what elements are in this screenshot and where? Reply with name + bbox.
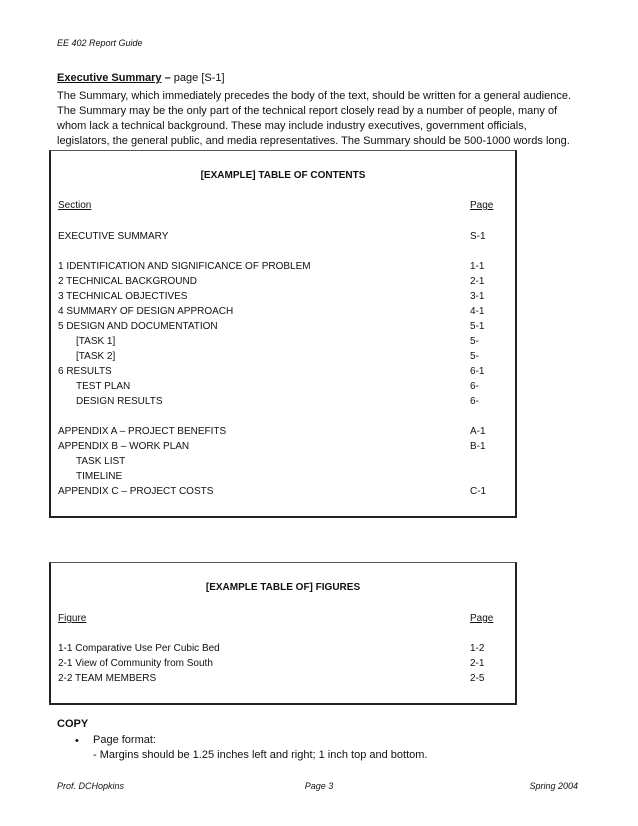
toc-box: [49, 150, 517, 518]
row-page: 5-1: [470, 321, 485, 332]
row-title: 1-1 Comparative Use Per Cubic Bed: [58, 643, 220, 654]
table-row: [51, 471, 515, 486]
row-page: 3-1: [470, 291, 485, 302]
row-title: [TASK 2]: [76, 351, 116, 362]
table-row: [51, 291, 515, 306]
table-row: [51, 381, 515, 396]
figures-rows: [51, 643, 515, 688]
table-row: [51, 351, 515, 366]
row-page: 6-1: [470, 366, 485, 377]
toc-title: [EXAMPLE] TABLE OF CONTENTS: [200, 170, 366, 181]
row-title: 2-1 View of Community from South: [58, 658, 213, 669]
row-page: 1-2: [470, 643, 485, 654]
row-page: 4-1: [470, 306, 485, 317]
footer-term: Spring 2004: [529, 781, 578, 791]
table-row: [51, 456, 515, 471]
row-title: DESIGN RESULTS: [76, 396, 163, 407]
figures-col-page: Page: [470, 613, 494, 624]
footer-page-number: Page 3: [304, 781, 334, 791]
summary-heading-dash: –: [161, 72, 174, 84]
row-title: 1 IDENTIFICATION AND SIGNIFICANCE OF PROBLEM: [58, 261, 311, 272]
row-page: 2-1: [470, 658, 485, 669]
row-title: 2 TECHNICAL BACKGROUND: [58, 276, 197, 287]
row-title: 5 DESIGN AND DOCUMENTATION: [58, 321, 218, 332]
row-page: 2-5: [470, 673, 485, 684]
table-row: [51, 261, 515, 276]
summary-body: The Summary, which immediately precedes the body of the text, should be written for a general audience. The Summary may be the only part of the technical report closely read by a number of people, many of whom lack a technical background. These may include industry executives, government officials, legislators, the general public, and media representatives. The Summary should be 500-1000 words long.: [57, 90, 572, 147]
bullet-icon: •: [75, 735, 79, 747]
spacer: [51, 411, 515, 426]
row-page: 5-: [470, 351, 479, 362]
running-header: EE 402 Report Guide: [57, 38, 143, 48]
table-row: [51, 366, 515, 381]
row-page: B-1: [470, 441, 486, 452]
row-page: S-1: [470, 231, 486, 242]
bullet-subtext: - Margins should be 1.25 inches left and right; 1 inch top and bottom.: [93, 749, 428, 761]
row-title: TEST PLAN: [76, 381, 131, 392]
table-row: [51, 336, 515, 351]
row-title: TASK LIST: [76, 456, 126, 467]
row-page: C-1: [470, 486, 487, 497]
figures-title: [EXAMPLE TABLE OF] FIGURES: [205, 582, 361, 593]
row-title: TIMELINE: [76, 471, 123, 482]
toc-rows: [51, 231, 515, 501]
table-row: [51, 486, 515, 501]
table-row: [51, 231, 515, 246]
row-page: 2-1: [470, 276, 485, 287]
copy-heading: COPY: [57, 718, 89, 730]
toc-col-section: Section: [58, 200, 92, 211]
row-title: 4 SUMMARY OF DESIGN APPROACH: [58, 306, 234, 317]
row-title: EXECUTIVE SUMMARY: [58, 231, 169, 242]
table-row: [51, 658, 515, 673]
row-page: 6-: [470, 396, 479, 407]
table-row: [51, 673, 515, 688]
table-row: [51, 441, 515, 456]
row-page: 1-1: [470, 261, 485, 272]
bullet-text: Page format:: [93, 734, 156, 746]
table-row: [51, 306, 515, 321]
row-title: APPENDIX B – WORK PLAN: [58, 441, 190, 452]
figures-box: [49, 562, 517, 705]
row-page: 6-: [470, 381, 479, 392]
table-row: [51, 276, 515, 291]
row-page: 5-: [470, 336, 479, 347]
spacer: [51, 246, 515, 261]
row-title: 2-2 TEAM MEMBERS: [58, 673, 157, 684]
footer-author: Prof. DCHopkins: [57, 781, 125, 791]
row-title: 6 RESULTS: [58, 366, 112, 377]
summary-heading: Executive Summary: [57, 72, 162, 84]
table-row: [51, 426, 515, 441]
toc-col-page: Page: [470, 200, 494, 211]
table-row: [51, 643, 515, 658]
row-title: APPENDIX C – PROJECT COSTS: [58, 486, 214, 497]
table-row: [51, 321, 515, 336]
row-title: APPENDIX A – PROJECT BENEFITS: [58, 426, 227, 437]
figures-col-figure: Figure: [58, 613, 87, 624]
summary-heading-line: [57, 72, 225, 84]
row-title: 3 TECHNICAL OBJECTIVES: [58, 291, 188, 302]
summary-page-ref: page [S-1]: [173, 72, 225, 84]
row-title: [TASK 1]: [76, 336, 116, 347]
table-row: [51, 396, 515, 411]
row-page: A-1: [470, 426, 486, 437]
